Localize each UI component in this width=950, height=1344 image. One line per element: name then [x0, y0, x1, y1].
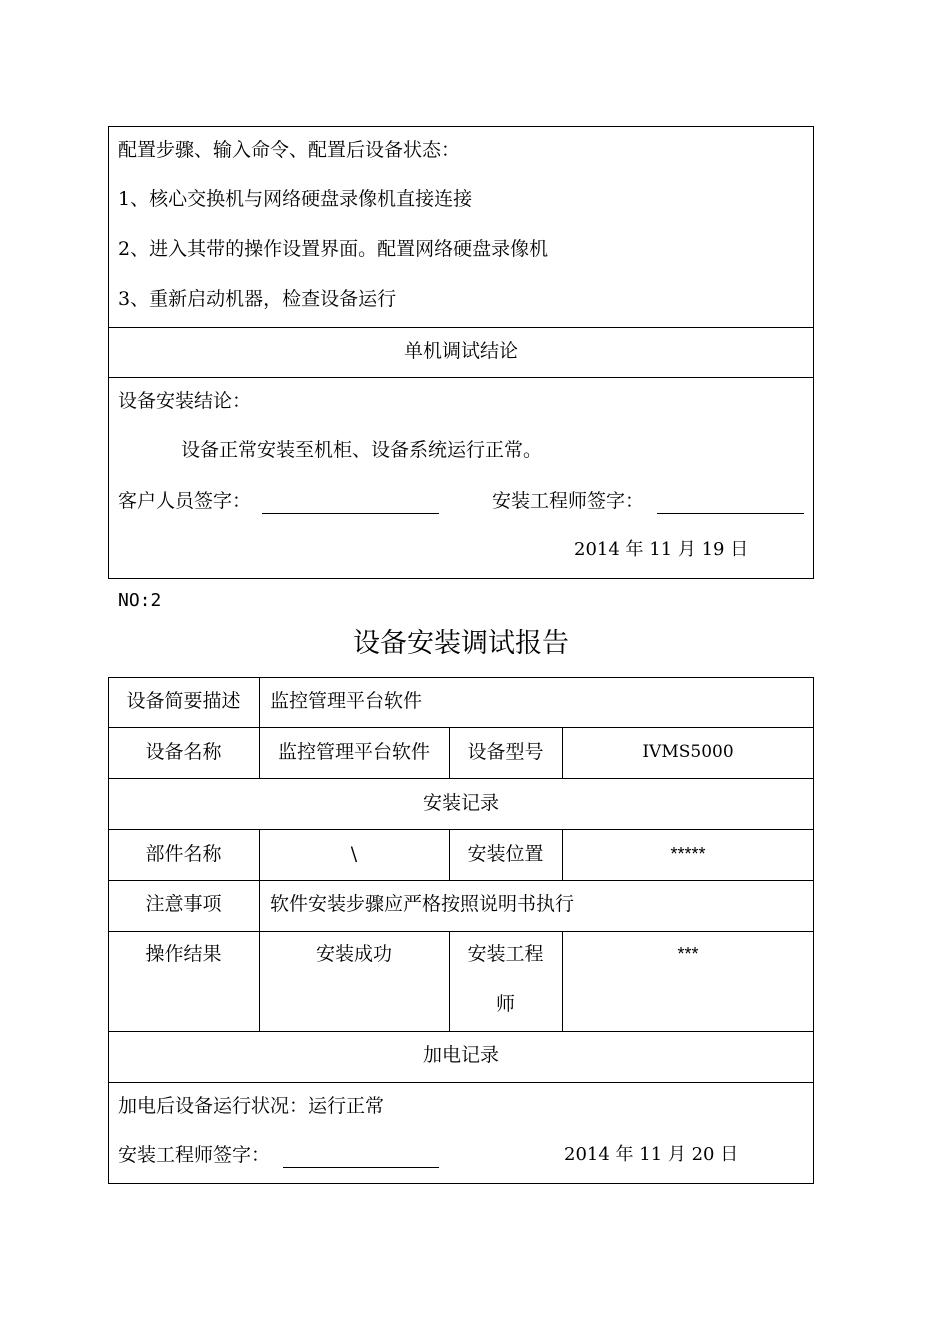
desc-label: 设备简要描述 — [126, 690, 241, 712]
divider — [108, 1031, 814, 1032]
single-test-date: 2014 年 11 月 19 日 — [574, 539, 749, 560]
location-value: ***** — [670, 844, 706, 864]
report-engineer-sign-line — [283, 1167, 439, 1168]
engineer-sign-label: 安装工程师签字： — [492, 490, 645, 512]
doc-number: NO:2 — [118, 590, 162, 611]
report-date: 2014 年 11 月 20 日 — [564, 1144, 739, 1165]
conclusion-label: 设备安装结论： — [118, 390, 252, 412]
divider — [108, 377, 814, 378]
customer-sign-label: 客户人员签字： — [118, 490, 252, 512]
notes-label: 注意事项 — [145, 893, 222, 915]
engineer-sign-line — [657, 513, 804, 514]
report-title: 设备安装调试报告 — [353, 628, 569, 659]
config-step-2: 2、进入其带的操作设置界面。配置网络硬盘录像机 — [118, 238, 549, 260]
notes-value: 软件安装步骤应严格按照说明书执行 — [270, 893, 575, 915]
report-engineer-sign-label: 安装工程师签字： — [118, 1144, 271, 1166]
desc-value: 监控管理平台软件 — [270, 690, 423, 712]
part-value: \ — [350, 843, 358, 865]
name-value: 监控管理平台软件 — [277, 741, 430, 763]
divider — [108, 829, 814, 830]
model-label: 设备型号 — [467, 741, 544, 763]
divider — [108, 1082, 814, 1083]
conclusion-text: 设备正常安装至机柜、设备系统运行正常。 — [181, 439, 543, 461]
config-step-3: 3、重新启动机器，检查设备运行 — [118, 288, 397, 310]
power-record-header: 加电记录 — [422, 1044, 499, 1066]
divider — [108, 931, 814, 932]
customer-sign-line — [262, 513, 439, 514]
model-value: IVMS5000 — [642, 742, 734, 762]
divider — [108, 880, 814, 881]
location-label: 安装位置 — [467, 843, 544, 865]
divider — [108, 727, 814, 728]
result-value: 安装成功 — [315, 943, 392, 965]
result-label: 操作结果 — [145, 943, 222, 965]
name-label: 设备名称 — [145, 741, 222, 763]
divider — [108, 778, 814, 779]
engineer-value: *** — [677, 944, 699, 964]
config-heading: 配置步骤、输入命令、配置后设备状态： — [118, 139, 461, 161]
engineer-label-line2: 师 — [495, 993, 515, 1015]
divider — [259, 677, 260, 728]
part-label: 部件名称 — [145, 843, 222, 865]
single-test-header: 单机调试结论 — [403, 340, 518, 362]
install-record-header: 安装记录 — [422, 792, 499, 814]
power-status: 加电后设备运行状况：运行正常 — [118, 1095, 385, 1117]
engineer-label-line1: 安装工程 — [467, 943, 544, 965]
config-step-1: 1、核心交换机与网络硬盘录像机直接连接 — [118, 188, 473, 210]
divider — [108, 327, 814, 328]
